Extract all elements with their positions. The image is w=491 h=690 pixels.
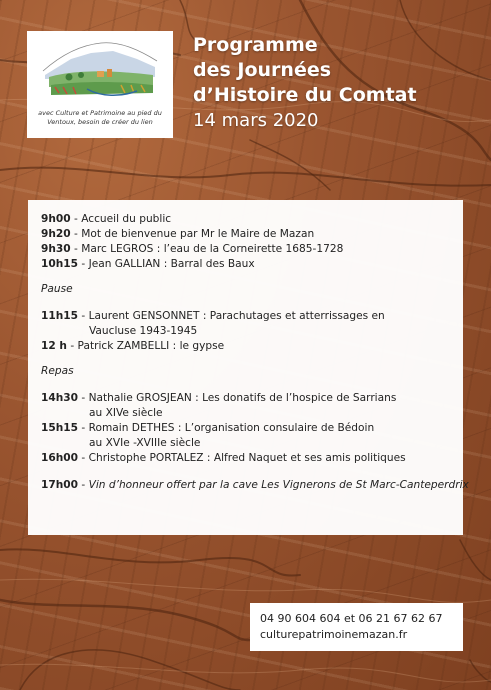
schedule-item: [41, 339, 463, 354]
schedule-text: - Christophe PORTALEZ : Alfred Naquet et ses amis politiques: [78, 452, 406, 464]
pause-label: Pause: [41, 283, 73, 295]
repas-label: Repas: [41, 365, 74, 377]
event-date: 14 mars 2020: [193, 110, 319, 131]
schedule-item-closing: [41, 478, 469, 493]
website: culturepatrimoinemazan.fr: [260, 628, 408, 641]
ventoux-landscape-logo-icon: [41, 37, 159, 103]
schedule-item: [41, 257, 463, 272]
logo: [27, 31, 173, 138]
schedule-text: - Nathalie GROSJEAN : Les donatifs de l’hospice de Sarrians: [78, 392, 397, 404]
schedule-text: - Laurent GENSONNET : Parachutages et atterrissages en: [78, 310, 385, 322]
schedule-continuation: au XVIe -XVIIIe siècle: [89, 437, 201, 449]
schedule-continuation: au XIVe siècle: [89, 407, 163, 419]
schedule-text: - Mot de bienvenue par Mr le Maire de Mazan: [70, 228, 315, 240]
schedule-time: 10h15: [41, 258, 79, 270]
schedule-item: [41, 212, 463, 227]
schedule-item: [41, 391, 463, 406]
logo-caption: avec Culture et Patrimoine au pied du Ventoux, besoin de créer du lien: [38, 109, 162, 126]
schedule-item: [41, 227, 463, 242]
schedule-time: 14h30: [41, 392, 79, 404]
schedule-text: Vin d’honneur offert par la cave Les Vignerons de St Marc-Canteperdrix: [88, 479, 469, 491]
title-line-3: d’Histoire du Comtat: [193, 84, 417, 106]
phone-numbers: 04 90 604 604 et 06 21 67 62 67: [260, 612, 443, 625]
program-schedule: [28, 200, 469, 535]
schedule-text: - Marc LEGROS : l’eau de la Corneirette 1685-1728: [70, 243, 344, 255]
schedule-time: 16h00: [41, 452, 79, 464]
schedule-dash: -: [78, 479, 89, 491]
schedule-continuation: Vaucluse 1943-1945: [89, 325, 198, 337]
schedule-item: [41, 309, 463, 324]
contact-info: [250, 603, 463, 651]
schedule-time: 17h00: [41, 479, 79, 491]
schedule-text: - Romain DETHES : L’organisation consulaire de Bédoin: [78, 422, 375, 434]
schedule-time: 9h30: [41, 243, 71, 255]
schedule-item: [41, 242, 463, 257]
schedule-text: - Accueil du public: [70, 213, 172, 225]
schedule-text: - Jean GALLIAN : Barral des Baux: [78, 258, 255, 270]
schedule-time: 15h15: [41, 422, 79, 434]
schedule-time: 11h15: [41, 310, 79, 322]
schedule-item: [41, 451, 463, 466]
title-line-2: des Journées: [193, 59, 332, 81]
schedule-item: [41, 421, 463, 436]
schedule-time: 9h00: [41, 213, 71, 225]
schedule-time: 12 h: [41, 340, 67, 352]
title-line-1: Programme: [193, 34, 318, 56]
schedule-text: - Patrick ZAMBELLI : le gypse: [66, 340, 225, 352]
schedule-time: 9h20: [41, 228, 71, 240]
page-title: [193, 33, 483, 133]
